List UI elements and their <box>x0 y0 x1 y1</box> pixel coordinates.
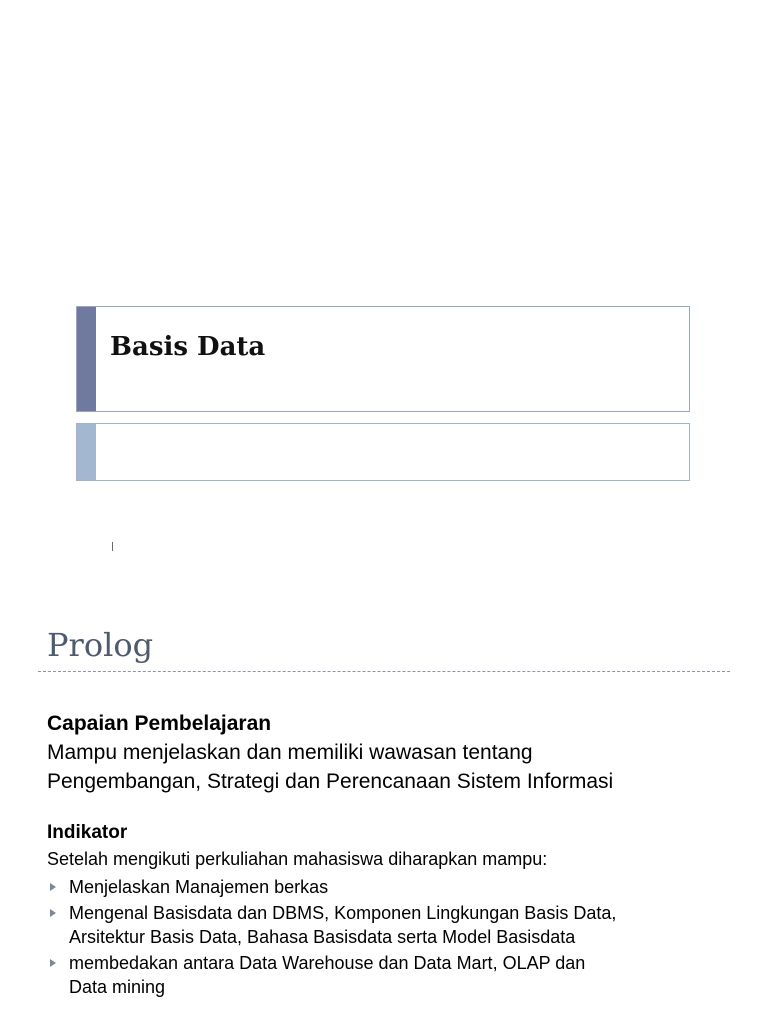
triangle-bullet-icon <box>50 883 56 891</box>
slide-title: Basis Data <box>110 332 266 362</box>
title-box <box>76 306 690 412</box>
prolog-content <box>47 710 737 999</box>
indikator-intro: Setelah mengikuti perkuliahan mahasiswa diharapkan mampu: <box>47 849 548 869</box>
subtitle-box <box>76 423 690 481</box>
list-item-text: Mengenal Basisdata dan DBMS, Komponen Lingkungan Basis Data, <box>69 903 617 923</box>
list-item <box>47 951 737 999</box>
indikator-list <box>47 875 737 999</box>
indikator-heading: Indikator <box>47 822 128 843</box>
list-item-text: Data mining <box>69 977 166 997</box>
list-item-text: Menjelaskan Manajemen berkas <box>69 877 329 897</box>
capaian-heading: Capaian Pembelajaran <box>47 712 272 735</box>
list-item <box>47 875 737 899</box>
title-accent-bar <box>77 307 96 411</box>
capaian-line: Mampu menjelaskan dan memiliki wawasan tentang <box>47 741 533 764</box>
subtitle-accent-bar <box>77 424 96 480</box>
text-cursor-mark <box>112 542 113 551</box>
prolog-heading: Prolog <box>47 626 154 664</box>
list-item-text: Arsitektur Basis Data, Bahasa Basisdata serta Model Basisdata <box>69 927 576 947</box>
heading-divider <box>38 671 730 672</box>
triangle-bullet-icon <box>50 959 56 967</box>
prolog-slide <box>0 610 768 1024</box>
capaian-line: Pengembangan, Strategi dan Perencanaan Sistem Informasi <box>47 770 614 793</box>
list-item <box>47 901 737 949</box>
triangle-bullet-icon <box>50 909 56 917</box>
list-item-text: membedakan antara Data Warehouse dan Data Mart, OLAP dan <box>69 953 586 973</box>
